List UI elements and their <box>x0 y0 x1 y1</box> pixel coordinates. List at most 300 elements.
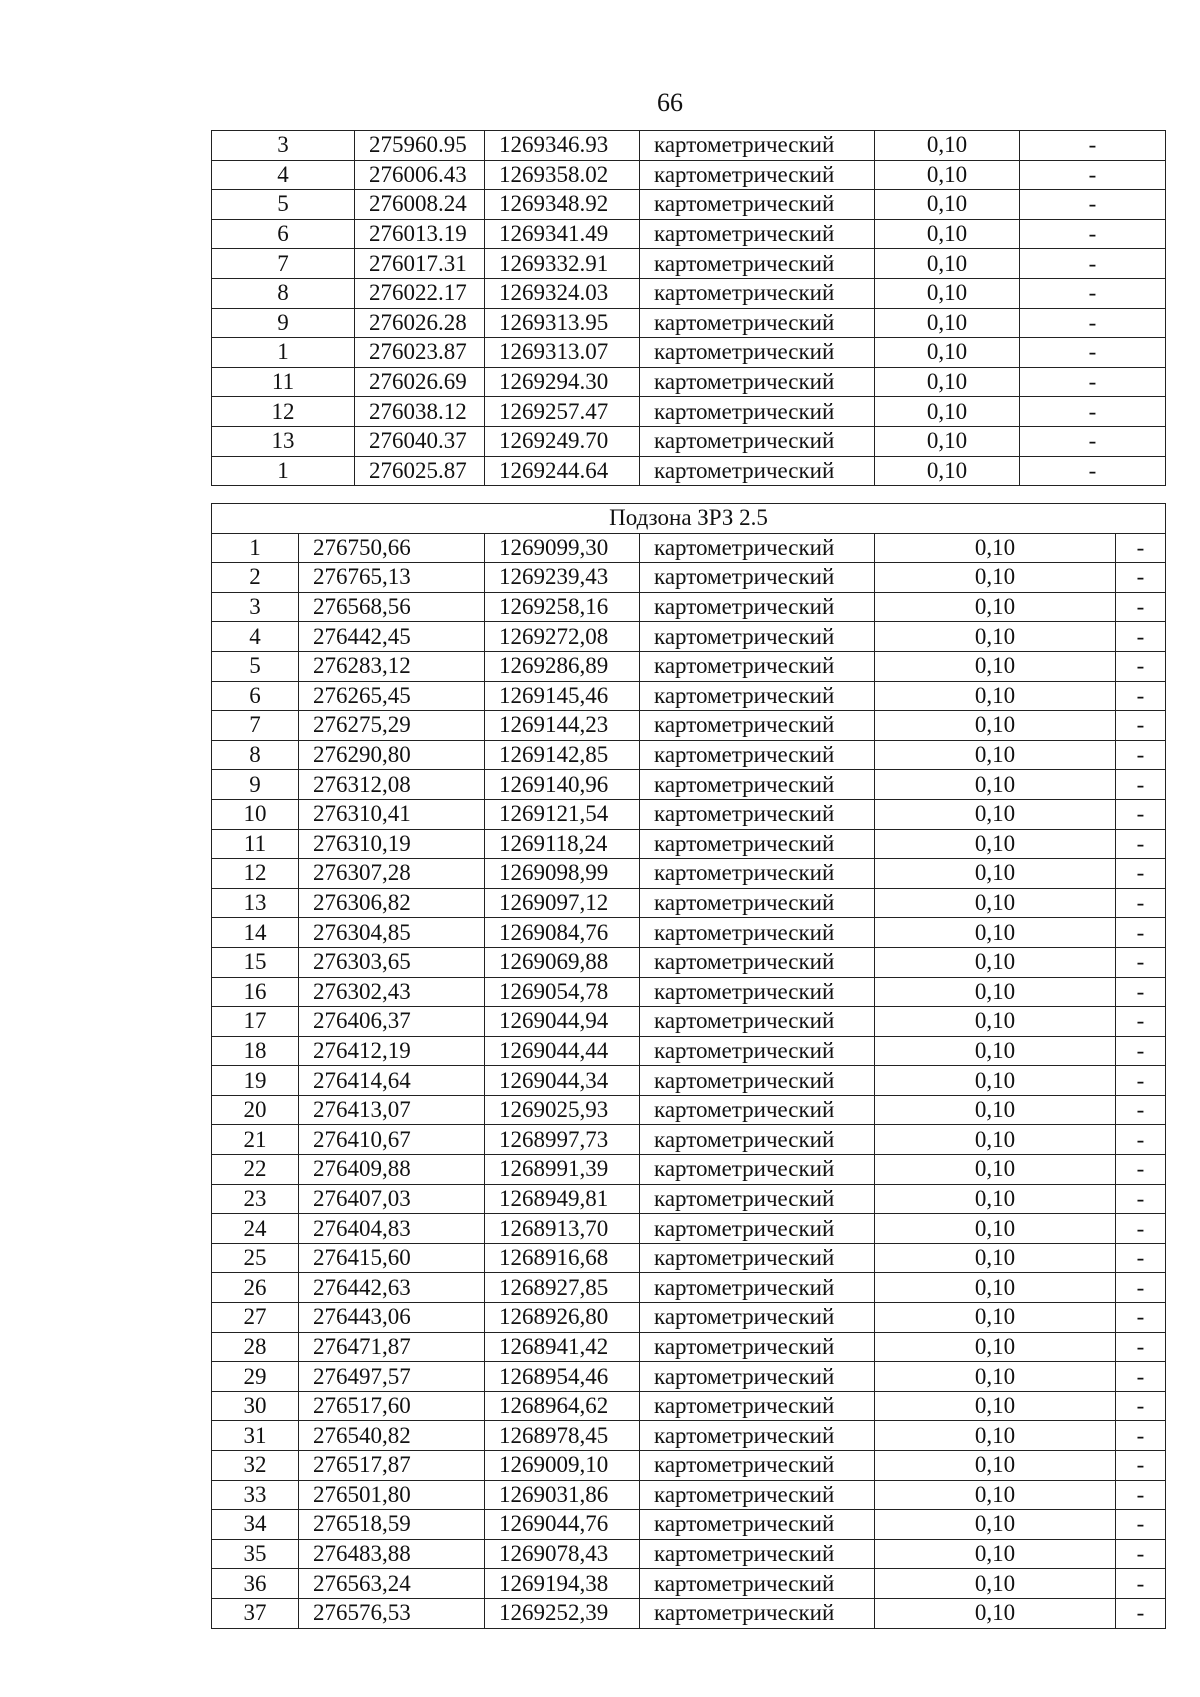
coord-x-cell: 276040.37 <box>355 426 485 456</box>
point-number-cell: 24 <box>212 1214 299 1244</box>
method-cell: картометрический <box>640 740 875 770</box>
note-cell: - <box>1020 249 1166 279</box>
coord-x-cell: 276304,85 <box>299 918 485 948</box>
note-cell: - <box>1116 592 1166 622</box>
coord-y-cell: 1268913,70 <box>485 1214 640 1244</box>
point-number-cell: 17 <box>212 1007 299 1037</box>
table-row <box>212 190 1166 220</box>
table-row <box>212 219 1166 249</box>
accuracy-cell: 0,10 <box>875 131 1020 161</box>
accuracy-cell: 0,10 <box>875 1303 1116 1333</box>
point-number-cell: 3 <box>212 131 355 161</box>
method-cell: картометрический <box>640 977 875 1007</box>
coord-y-cell: 1269084,76 <box>485 918 640 948</box>
method-cell: картометрический <box>640 1184 875 1214</box>
method-cell: картометрический <box>640 1598 875 1628</box>
point-number-cell: 37 <box>212 1598 299 1628</box>
accuracy-cell: 0,10 <box>875 1095 1116 1125</box>
note-cell: - <box>1116 1036 1166 1066</box>
note-cell: - <box>1116 947 1166 977</box>
coord-x-cell: 276568,56 <box>299 592 485 622</box>
coord-x-cell: 276022.17 <box>355 278 485 308</box>
method-cell: картометрический <box>640 1362 875 1392</box>
coord-y-cell: 1268941,42 <box>485 1332 640 1362</box>
coord-y-cell: 1269194,38 <box>485 1569 640 1599</box>
coord-y-cell: 1268997,73 <box>485 1125 640 1155</box>
coord-x-cell: 276576,53 <box>299 1598 485 1628</box>
table-row <box>212 1421 1166 1451</box>
accuracy-cell: 0,10 <box>875 1451 1116 1481</box>
point-number-cell: 21 <box>212 1125 299 1155</box>
coord-y-cell: 1268978,45 <box>485 1421 640 1451</box>
table-row <box>212 977 1166 1007</box>
point-number-cell: 11 <box>212 829 299 859</box>
note-cell: - <box>1116 1421 1166 1451</box>
method-cell: картометрический <box>640 1155 875 1185</box>
accuracy-cell: 0,10 <box>875 249 1020 279</box>
accuracy-cell: 0,10 <box>875 1421 1116 1451</box>
method-cell: картометрический <box>640 1451 875 1481</box>
method-cell: картометрический <box>640 622 875 652</box>
note-cell: - <box>1116 711 1166 741</box>
coord-y-cell: 1268954,46 <box>485 1362 640 1392</box>
accuracy-cell: 0,10 <box>875 947 1116 977</box>
coord-x-cell: 276265,45 <box>299 681 485 711</box>
coord-x-cell: 276406,37 <box>299 1007 485 1037</box>
coord-y-cell: 1269031,86 <box>485 1480 640 1510</box>
method-cell: картометрический <box>640 1036 875 1066</box>
note-cell: - <box>1020 190 1166 220</box>
coord-y-cell: 1269044,76 <box>485 1510 640 1540</box>
coord-x-cell: 276563,24 <box>299 1569 485 1599</box>
coord-y-cell: 1269249.70 <box>485 426 640 456</box>
point-number-cell: 25 <box>212 1243 299 1273</box>
table-row <box>212 1598 1166 1628</box>
note-cell: - <box>1116 1303 1166 1333</box>
method-cell: картометрический <box>640 1569 875 1599</box>
coord-x-cell: 276275,29 <box>299 711 485 741</box>
coord-y-cell: 1269348.92 <box>485 190 640 220</box>
coordinates-table-subzone <box>211 503 1166 1629</box>
table-row <box>212 563 1166 593</box>
coord-y-cell: 1268926,80 <box>485 1303 640 1333</box>
accuracy-cell: 0,10 <box>875 622 1116 652</box>
coord-y-cell: 1269239,43 <box>485 563 640 593</box>
note-cell: - <box>1116 1391 1166 1421</box>
point-number-cell: 9 <box>212 308 355 338</box>
accuracy-cell: 0,10 <box>875 1036 1116 1066</box>
coord-x-cell: 276765,13 <box>299 563 485 593</box>
table-row <box>212 397 1166 427</box>
note-cell: - <box>1116 1273 1166 1303</box>
method-cell: картометрический <box>640 711 875 741</box>
coord-y-cell: 1269140,96 <box>485 770 640 800</box>
note-cell: - <box>1116 1569 1166 1599</box>
accuracy-cell: 0,10 <box>875 977 1116 1007</box>
note-cell: - <box>1116 563 1166 593</box>
point-number-cell: 20 <box>212 1095 299 1125</box>
coord-y-cell: 1269294.30 <box>485 367 640 397</box>
point-number-cell: 4 <box>212 622 299 652</box>
coord-x-cell: 276540,82 <box>299 1421 485 1451</box>
accuracy-cell: 0,10 <box>875 1569 1116 1599</box>
note-cell: - <box>1116 1243 1166 1273</box>
method-cell: картометрический <box>640 1273 875 1303</box>
accuracy-cell: 0,10 <box>875 278 1020 308</box>
method-cell: картометрический <box>640 681 875 711</box>
method-cell: картометрический <box>640 1303 875 1333</box>
point-number-cell: 8 <box>212 278 355 308</box>
method-cell: картометрический <box>640 308 875 338</box>
point-number-cell: 11 <box>212 367 355 397</box>
table-row <box>212 1214 1166 1244</box>
method-cell: картометрический <box>640 219 875 249</box>
coord-y-cell: 1269341.49 <box>485 219 640 249</box>
point-number-cell: 1 <box>212 456 355 486</box>
table-row <box>212 1184 1166 1214</box>
table-row <box>212 1066 1166 1096</box>
method-cell: картометрический <box>640 1510 875 1540</box>
note-cell: - <box>1020 160 1166 190</box>
coord-x-cell: 276497,57 <box>299 1362 485 1392</box>
point-number-cell: 19 <box>212 1066 299 1096</box>
coord-x-cell: 276026.69 <box>355 367 485 397</box>
method-cell: картометрический <box>640 249 875 279</box>
note-cell: - <box>1116 1125 1166 1155</box>
coord-y-cell: 1269145,46 <box>485 681 640 711</box>
note-cell: - <box>1116 1007 1166 1037</box>
accuracy-cell: 0,10 <box>875 1125 1116 1155</box>
accuracy-cell: 0,10 <box>875 397 1020 427</box>
coord-y-cell: 1269258,16 <box>485 592 640 622</box>
coord-x-cell: 276409,88 <box>299 1155 485 1185</box>
table-row <box>212 160 1166 190</box>
note-cell: - <box>1116 533 1166 563</box>
table-row <box>212 592 1166 622</box>
coordinates-table-upper <box>211 130 1166 486</box>
accuracy-cell: 0,10 <box>875 1332 1116 1362</box>
coord-x-cell: 276290,80 <box>299 740 485 770</box>
accuracy-cell: 0,10 <box>875 711 1116 741</box>
point-number-cell: 13 <box>212 426 355 456</box>
accuracy-cell: 0,10 <box>875 367 1020 397</box>
accuracy-cell: 0,10 <box>875 426 1020 456</box>
coord-y-cell: 1269142,85 <box>485 740 640 770</box>
table-row <box>212 1451 1166 1481</box>
coord-x-cell: 276312,08 <box>299 770 485 800</box>
subzone-title-row <box>212 504 1166 534</box>
point-number-cell: 26 <box>212 1273 299 1303</box>
accuracy-cell: 0,10 <box>875 651 1116 681</box>
note-cell: - <box>1116 651 1166 681</box>
method-cell: картометрический <box>640 1007 875 1037</box>
note-cell: - <box>1116 1362 1166 1392</box>
accuracy-cell: 0,10 <box>875 456 1020 486</box>
table-row <box>212 278 1166 308</box>
accuracy-cell: 0,10 <box>875 1214 1116 1244</box>
coord-x-cell: 276404,83 <box>299 1214 485 1244</box>
coord-y-cell: 1269069,88 <box>485 947 640 977</box>
point-number-cell: 35 <box>212 1539 299 1569</box>
coord-y-cell: 1269098,99 <box>485 859 640 889</box>
table-row <box>212 740 1166 770</box>
note-cell: - <box>1020 308 1166 338</box>
table-row <box>212 1125 1166 1155</box>
point-number-cell: 6 <box>212 681 299 711</box>
coord-x-cell: 276302,43 <box>299 977 485 1007</box>
note-cell: - <box>1116 888 1166 918</box>
table-row <box>212 1036 1166 1066</box>
coord-y-cell: 1269025,93 <box>485 1095 640 1125</box>
note-cell: - <box>1116 859 1166 889</box>
method-cell: картометрический <box>640 397 875 427</box>
coord-y-cell: 1269044,44 <box>485 1036 640 1066</box>
accuracy-cell: 0,10 <box>875 888 1116 918</box>
method-cell: картометрический <box>640 1243 875 1273</box>
method-cell: картометрический <box>640 918 875 948</box>
point-number-cell: 5 <box>212 190 355 220</box>
coord-y-cell: 1268991,39 <box>485 1155 640 1185</box>
coord-x-cell: 276307,28 <box>299 859 485 889</box>
point-number-cell: 36 <box>212 1569 299 1599</box>
coord-y-cell: 1268916,68 <box>485 1243 640 1273</box>
table-row <box>212 651 1166 681</box>
accuracy-cell: 0,10 <box>875 592 1116 622</box>
coord-y-cell: 1269044,34 <box>485 1066 640 1096</box>
note-cell: - <box>1116 1066 1166 1096</box>
coord-x-cell: 276038.12 <box>355 397 485 427</box>
table-row <box>212 1243 1166 1273</box>
method-cell: картометрический <box>640 426 875 456</box>
method-cell: картометрический <box>640 1480 875 1510</box>
coord-y-cell: 1269009,10 <box>485 1451 640 1481</box>
note-cell: - <box>1116 1184 1166 1214</box>
coord-y-cell: 1269244.64 <box>485 456 640 486</box>
accuracy-cell: 0,10 <box>875 740 1116 770</box>
method-cell: картометрический <box>640 338 875 368</box>
point-number-cell: 22 <box>212 1155 299 1185</box>
method-cell: картометрический <box>640 1332 875 1362</box>
point-number-cell: 12 <box>212 397 355 427</box>
method-cell: картометрический <box>640 888 875 918</box>
accuracy-cell: 0,10 <box>875 1184 1116 1214</box>
coord-y-cell: 1268949,81 <box>485 1184 640 1214</box>
coord-x-cell: 276501,80 <box>299 1480 485 1510</box>
accuracy-cell: 0,10 <box>875 190 1020 220</box>
coord-x-cell: 276026.28 <box>355 308 485 338</box>
note-cell: - <box>1116 829 1166 859</box>
coord-x-cell: 276517,60 <box>299 1391 485 1421</box>
method-cell: картометрический <box>640 1421 875 1451</box>
note-cell: - <box>1116 740 1166 770</box>
accuracy-cell: 0,10 <box>875 338 1020 368</box>
coord-x-cell: 276025.87 <box>355 456 485 486</box>
coord-y-cell: 1269272,08 <box>485 622 640 652</box>
coord-y-cell: 1269313.07 <box>485 338 640 368</box>
point-number-cell: 3 <box>212 592 299 622</box>
table-row <box>212 1332 1166 1362</box>
table-row <box>212 456 1166 486</box>
point-number-cell: 23 <box>212 1184 299 1214</box>
note-cell: - <box>1116 918 1166 948</box>
note-cell: - <box>1020 426 1166 456</box>
coord-x-cell: 276023.87 <box>355 338 485 368</box>
coord-y-cell: 1269286,89 <box>485 651 640 681</box>
point-number-cell: 27 <box>212 1303 299 1333</box>
note-cell: - <box>1116 1598 1166 1628</box>
coord-y-cell: 1269324.03 <box>485 278 640 308</box>
accuracy-cell: 0,10 <box>875 859 1116 889</box>
method-cell: картометрический <box>640 1214 875 1244</box>
method-cell: картометрический <box>640 190 875 220</box>
table-row <box>212 1155 1166 1185</box>
note-cell: - <box>1116 681 1166 711</box>
note-cell: - <box>1116 1214 1166 1244</box>
accuracy-cell: 0,10 <box>875 533 1116 563</box>
note-cell: - <box>1020 278 1166 308</box>
note-cell: - <box>1020 456 1166 486</box>
method-cell: картометрический <box>640 651 875 681</box>
point-number-cell: 7 <box>212 711 299 741</box>
point-number-cell: 12 <box>212 859 299 889</box>
coord-x-cell: 276303,65 <box>299 947 485 977</box>
accuracy-cell: 0,10 <box>875 563 1116 593</box>
coord-x-cell: 276006.43 <box>355 160 485 190</box>
table-row <box>212 367 1166 397</box>
method-cell: картометрический <box>640 533 875 563</box>
point-number-cell: 14 <box>212 918 299 948</box>
point-number-cell: 15 <box>212 947 299 977</box>
accuracy-cell: 0,10 <box>875 799 1116 829</box>
point-number-cell: 1 <box>212 338 355 368</box>
table-row <box>212 131 1166 161</box>
note-cell: - <box>1020 338 1166 368</box>
coord-x-cell: 276310,41 <box>299 799 485 829</box>
table-row <box>212 1007 1166 1037</box>
note-cell: - <box>1116 1451 1166 1481</box>
coord-x-cell: 276415,60 <box>299 1243 485 1273</box>
table-row <box>212 1569 1166 1599</box>
note-cell: - <box>1116 1095 1166 1125</box>
table-row <box>212 1539 1166 1569</box>
point-number-cell: 1 <box>212 533 299 563</box>
table-row <box>212 1273 1166 1303</box>
note-cell: - <box>1020 219 1166 249</box>
coord-y-cell: 1269358.02 <box>485 160 640 190</box>
point-number-cell: 2 <box>212 563 299 593</box>
table-row <box>212 308 1166 338</box>
point-number-cell: 7 <box>212 249 355 279</box>
coord-x-cell: 275960.95 <box>355 131 485 161</box>
point-number-cell: 9 <box>212 770 299 800</box>
method-cell: картометрический <box>640 1125 875 1155</box>
point-number-cell: 13 <box>212 888 299 918</box>
table-row <box>212 681 1166 711</box>
accuracy-cell: 0,10 <box>875 770 1116 800</box>
coord-x-cell: 276443,06 <box>299 1303 485 1333</box>
accuracy-cell: 0,10 <box>875 1598 1116 1628</box>
note-cell: - <box>1116 770 1166 800</box>
table-row <box>212 338 1166 368</box>
coord-y-cell: 1268927,85 <box>485 1273 640 1303</box>
coord-x-cell: 276518,59 <box>299 1510 485 1540</box>
coord-y-cell: 1269257.47 <box>485 397 640 427</box>
point-number-cell: 28 <box>212 1332 299 1362</box>
accuracy-cell: 0,10 <box>875 160 1020 190</box>
accuracy-cell: 0,10 <box>875 1391 1116 1421</box>
point-number-cell: 32 <box>212 1451 299 1481</box>
accuracy-cell: 0,10 <box>875 1007 1116 1037</box>
point-number-cell: 31 <box>212 1421 299 1451</box>
accuracy-cell: 0,10 <box>875 681 1116 711</box>
table-row <box>212 1362 1166 1392</box>
method-cell: картометрический <box>640 160 875 190</box>
table-row <box>212 1480 1166 1510</box>
point-number-cell: 10 <box>212 799 299 829</box>
table-row <box>212 1510 1166 1540</box>
coord-x-cell: 276310,19 <box>299 829 485 859</box>
accuracy-cell: 0,10 <box>875 1243 1116 1273</box>
coord-x-cell: 276407,03 <box>299 1184 485 1214</box>
coord-y-cell: 1269097,12 <box>485 888 640 918</box>
method-cell: картометрический <box>640 1539 875 1569</box>
coord-y-cell: 1269118,24 <box>485 829 640 859</box>
accuracy-cell: 0,10 <box>875 1480 1116 1510</box>
table-row <box>212 918 1166 948</box>
method-cell: картометрический <box>640 770 875 800</box>
coord-y-cell: 1269078,43 <box>485 1539 640 1569</box>
method-cell: картометрический <box>640 592 875 622</box>
coord-y-cell: 1269144,23 <box>485 711 640 741</box>
point-number-cell: 16 <box>212 977 299 1007</box>
coord-x-cell: 276413,07 <box>299 1095 485 1125</box>
coord-x-cell: 276442,45 <box>299 622 485 652</box>
page-number: 66 <box>657 88 683 117</box>
table-row <box>212 1095 1166 1125</box>
coord-x-cell: 276013.19 <box>355 219 485 249</box>
coord-y-cell: 1269054,78 <box>485 977 640 1007</box>
table-row <box>212 1391 1166 1421</box>
note-cell: - <box>1116 799 1166 829</box>
coord-x-cell: 276483,88 <box>299 1539 485 1569</box>
note-cell: - <box>1116 1539 1166 1569</box>
note-cell: - <box>1020 131 1166 161</box>
accuracy-cell: 0,10 <box>875 829 1116 859</box>
table-row <box>212 622 1166 652</box>
table-row <box>212 426 1166 456</box>
subzone-title: Подзона ЗРЗ 2.5 <box>212 504 1166 534</box>
method-cell: картометрический <box>640 947 875 977</box>
coord-x-cell: 276410,67 <box>299 1125 485 1155</box>
table-row <box>212 711 1166 741</box>
method-cell: картометрический <box>640 1095 875 1125</box>
note-cell: - <box>1116 1155 1166 1185</box>
method-cell: картометрический <box>640 1391 875 1421</box>
coord-x-cell: 276008.24 <box>355 190 485 220</box>
note-cell: - <box>1116 1510 1166 1540</box>
coord-y-cell: 1269121,54 <box>485 799 640 829</box>
coord-y-cell: 1269044,94 <box>485 1007 640 1037</box>
note-cell: - <box>1020 367 1166 397</box>
accuracy-cell: 0,10 <box>875 1273 1116 1303</box>
point-number-cell: 34 <box>212 1510 299 1540</box>
accuracy-cell: 0,10 <box>875 308 1020 338</box>
point-number-cell: 4 <box>212 160 355 190</box>
coord-x-cell: 276750,66 <box>299 533 485 563</box>
accuracy-cell: 0,10 <box>875 1510 1116 1540</box>
method-cell: картометрический <box>640 829 875 859</box>
method-cell: картометрический <box>640 859 875 889</box>
